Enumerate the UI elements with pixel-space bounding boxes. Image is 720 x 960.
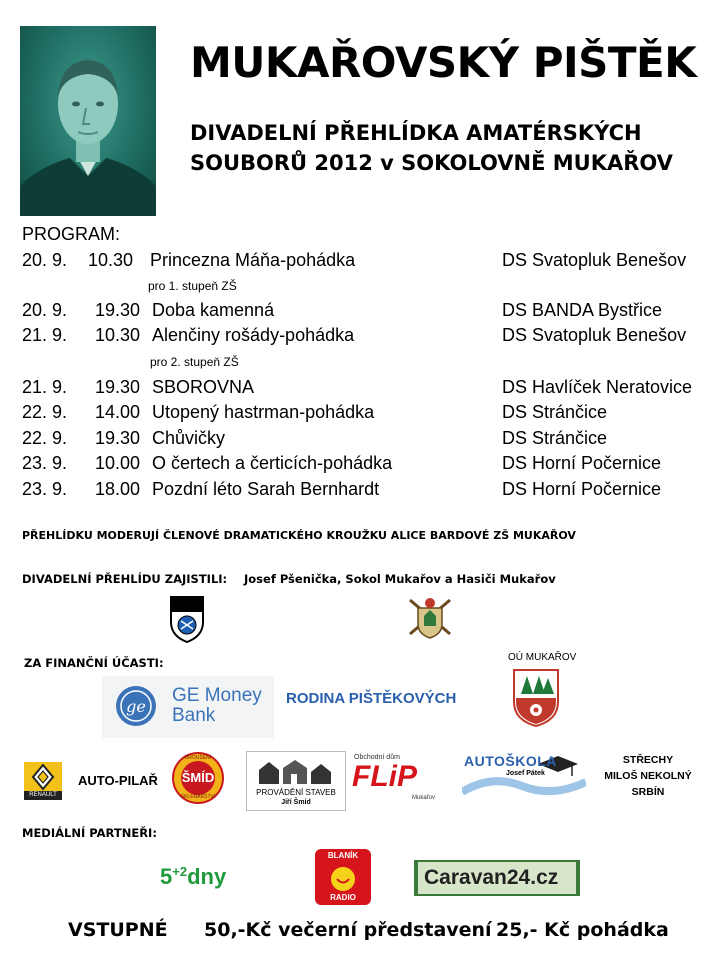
row-ensemble: DS BANDA Bystřice <box>502 300 663 320</box>
row-ensemble: DS Stránčice <box>502 428 608 448</box>
row-date: 21. 9. <box>22 325 68 345</box>
row-ensemble: DS Svatopluk Benešov <box>502 250 687 270</box>
admission-label: VSTUPNÉ <box>68 919 168 941</box>
sokol-logo <box>168 594 206 644</box>
row-time: 10.30 <box>88 250 134 270</box>
ge-line-2: Bank <box>172 705 216 726</box>
stavby-line-1: PROVÁDĚNÍ STAVEB <box>256 788 336 797</box>
provadeni-staveb-logo <box>246 751 346 811</box>
smid-text: ŠMÍD <box>181 770 215 785</box>
row-date: 21. 9. <box>22 377 68 397</box>
page-title: MUKAŘOVSKÝ PIŠTĚK <box>190 38 697 87</box>
tv-number: 5 <box>160 864 173 889</box>
organizers-label: DIVADELNÍ PŘEHLÍDU ZAJISTILI: <box>22 572 228 586</box>
portrait-photo <box>20 26 156 216</box>
organizers-names: Josef Pšenička, Sokol Mukařov a Hasiči Mukařov <box>244 572 556 586</box>
row-date: 20. 9. <box>22 250 68 270</box>
tv-plus: +2 <box>172 864 188 879</box>
ou-mukarov-label: OÚ MUKAŘOV <box>508 652 577 663</box>
program-label: PROGRAM: <box>22 224 121 244</box>
program-note-2: pro 2. stupeň ZŠ <box>150 355 239 369</box>
blanik-radio-logo <box>314 848 372 906</box>
row-time: 10.30 <box>95 325 141 345</box>
svg-text:ge: ge <box>126 697 146 716</box>
ge-text <box>172 686 262 726</box>
strechy-logo <box>600 752 696 800</box>
ge-line-1: GE Money <box>172 685 262 706</box>
row-ensemble: DS Svatopluk Benešov <box>502 325 687 345</box>
strechy-line-3: SRBÍN <box>631 786 665 798</box>
row-time: 19.30 <box>95 428 141 448</box>
caravan24-logo <box>414 860 580 896</box>
row-title: SBOROVNA <box>152 377 255 397</box>
row-title: Chůvičky <box>152 428 226 448</box>
stavby-line-2: Jiří Šmíd <box>281 799 311 806</box>
row-title: O čertech a čerticích-pohádka <box>152 453 393 473</box>
strechy-line-2: MILOŠ NEKOLNÝ <box>604 770 692 782</box>
page-subtitle <box>190 118 673 178</box>
flip-logo <box>352 754 442 804</box>
row-ensemble: DS Horní Počernice <box>502 479 662 499</box>
renault-diamond-icon <box>24 762 62 792</box>
row-date: 23. 9. <box>22 479 68 499</box>
ou-mukarov-crest <box>512 668 560 728</box>
blanik-line-1: BLANÍK <box>327 851 359 860</box>
row-date: 23. 9. <box>22 453 68 473</box>
moderators-line: PŘEHLÍDKU MODERUJÍ ČLENOVÉ DRAMATICKÉHO KROUŽKU ALICE BARDOVÉ ZŠ MUKAŘOV <box>22 529 576 542</box>
flip-top-text: Obchodní dům <box>354 754 400 761</box>
row-ensemble: DS Havlíček Neratovice <box>502 377 693 397</box>
row-title: Pozdní léto Sarah Bernhardt <box>152 479 380 499</box>
caravan-text: Caravan24.cz <box>424 866 559 889</box>
row-time: 19.30 <box>95 300 141 320</box>
strechy-line-1: STŘECHY <box>622 754 674 766</box>
row-time: 14.00 <box>95 402 141 422</box>
flip-bottom-text: Mukařov <box>412 795 436 801</box>
row-title: Princezna Máňa-pohádka <box>150 250 356 270</box>
row-date: 22. 9. <box>22 402 68 422</box>
tv-5plus2-logo <box>160 864 226 890</box>
blanik-line-2: RADIO <box>330 893 356 902</box>
subtitle-line-2: SOUBORŮ 2012 v SOKOLOVNĚ MUKAŘOV <box>190 151 673 175</box>
admission-evening: 50,-Kč večerní představení <box>204 919 492 941</box>
ge-money-bank-logo <box>102 676 274 738</box>
flip-text: FLiP <box>352 760 417 793</box>
autoskola-text: AUTOŠKOLA <box>464 753 557 769</box>
row-title: Utopený hastrman-pohádka <box>152 402 375 422</box>
firefighters-logo <box>404 594 456 640</box>
ge-monogram-icon <box>114 684 158 728</box>
media-label: MEDIÁLNÍ PARTNEŘI: <box>22 826 157 840</box>
row-title: Doba kamenná <box>152 300 275 320</box>
tv-dny: dny <box>187 864 227 889</box>
houses-icon <box>255 756 337 786</box>
admission-fairytale: 25,- Kč pohádka <box>496 919 669 941</box>
auto-pilar-logo: AUTO-PILAŘ <box>78 773 158 788</box>
row-date: 20. 9. <box>22 300 68 320</box>
row-time: 18.00 <box>95 479 141 499</box>
smid-logo <box>172 752 224 804</box>
portrait-figure <box>20 26 156 216</box>
row-ensemble: DS Stránčice <box>502 402 608 422</box>
row-time: 10.00 <box>95 453 141 473</box>
renault-logo <box>24 762 62 800</box>
row-time: 19.30 <box>95 377 141 397</box>
smid-bottom-text: SKLENÁŘSTVÍ <box>180 794 216 800</box>
subtitle-line-1: DIVADELNÍ PŘEHLÍDKA AMATÉRSKÝCH <box>190 121 642 145</box>
row-date: 22. 9. <box>22 428 68 448</box>
renault-text: RENAULT <box>24 791 62 800</box>
row-ensemble: DS Horní Počernice <box>502 453 662 473</box>
row-title: Alenčiny rošády-pohádka <box>152 325 355 345</box>
autoskola-name: Josef Pátek <box>506 770 545 777</box>
finance-label: ZA FINANČNÍ ÚČASTI: <box>24 656 164 670</box>
program-note-1: pro 1. stupeň ZŠ <box>148 279 237 293</box>
autoskola-logo <box>462 752 586 800</box>
smid-top-text: BROUŠENÍ <box>184 755 212 761</box>
rodina-pistekovych: RODINA PIŠTĚKOVÝCH <box>286 690 457 707</box>
